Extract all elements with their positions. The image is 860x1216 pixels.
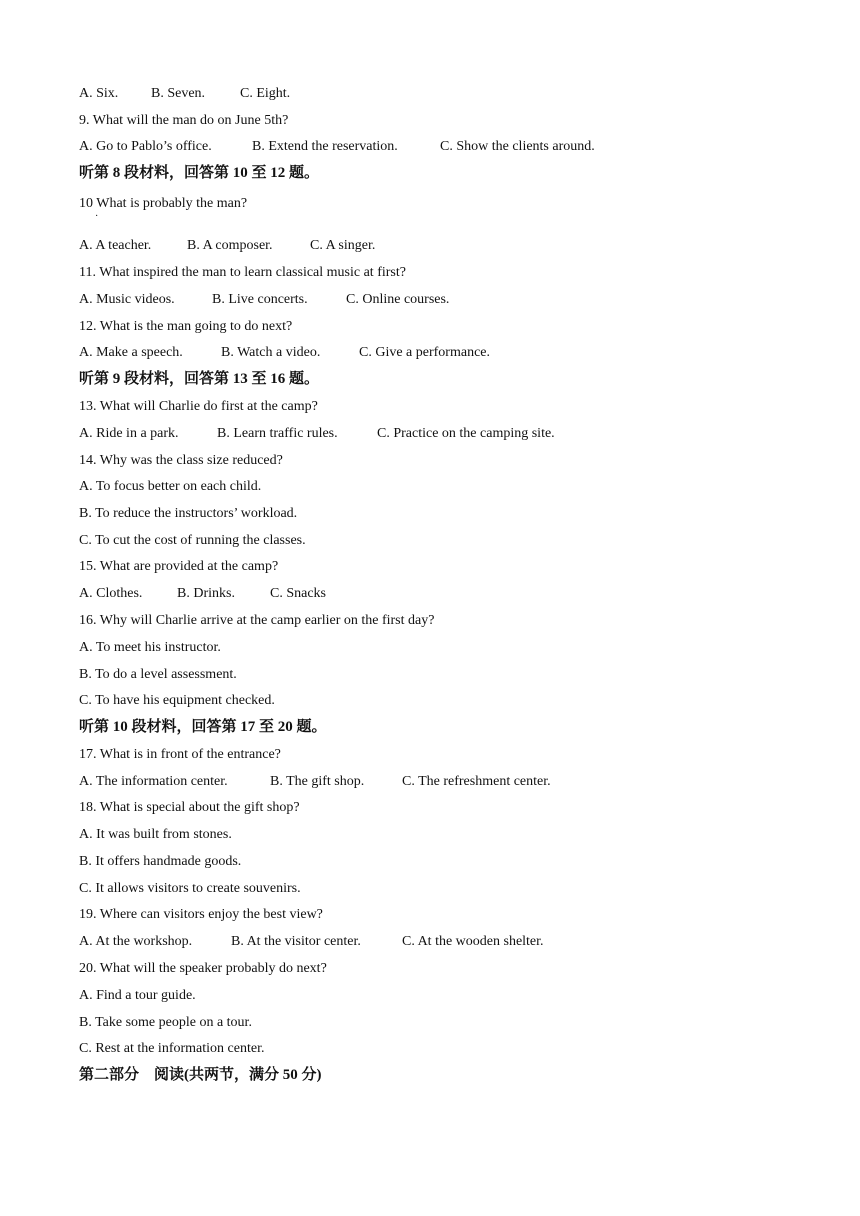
- q11-option-b: B. Live concerts.: [212, 292, 308, 307]
- q16-option-a: A. To meet his instructor.: [79, 640, 221, 655]
- q19-options: [79, 933, 820, 951]
- q17-option-b: B. The gift shop.: [270, 774, 365, 789]
- q18-option-c: C. It allows visitors to create souvenirs.: [79, 881, 301, 896]
- q13-option-a: A. Ride in a park.: [79, 426, 179, 441]
- q19-option-c: C. At the wooden shelter.: [402, 934, 544, 949]
- q11-options: [79, 291, 820, 309]
- q20-option-b: B. Take some people on a tour.: [79, 1015, 252, 1030]
- q17-option-c: C. The refreshment center.: [402, 774, 551, 789]
- q12-option-c: C. Give a performance.: [359, 345, 490, 360]
- q19-option-b: B. At the visitor center.: [231, 934, 361, 949]
- q11-option-a: A. Music videos.: [79, 292, 175, 307]
- q19-question: 19. Where can visitors enjoy the best view?: [79, 907, 323, 922]
- q14-option-a: A. To focus better on each child.: [79, 479, 262, 494]
- dot-mark: ·: [95, 211, 99, 222]
- q10-options: [79, 237, 820, 255]
- q20-question: 20. What will the speaker probably do next?: [79, 961, 327, 976]
- q14-option-c: C. To cut the cost of running the classes.: [79, 533, 306, 548]
- q16-option-c: C. To have his equipment checked.: [79, 693, 275, 708]
- q8-option-c: C. Eight.: [240, 86, 291, 101]
- q19-option-a: A. At the workshop.: [79, 934, 193, 949]
- q8-option-b: B. Seven.: [151, 86, 206, 101]
- q18-option-b: B. It offers handmade goods.: [79, 854, 242, 869]
- q12-question: 12. What is the man going to do next?: [79, 319, 293, 334]
- q9-option-a: A. Go to Pablo’s office.: [79, 139, 212, 154]
- q13-option-b: B. Learn traffic rules.: [217, 426, 338, 441]
- q12-option-b: B. Watch a video.: [221, 345, 321, 360]
- part-two-heading: 第二部分 阅读(共两节，满分 50 分): [79, 1067, 322, 1083]
- q15-option-c: C. Snacks: [270, 586, 326, 601]
- q20-option-a: A. Find a tour guide.: [79, 988, 196, 1003]
- q13-options: [79, 425, 820, 443]
- q14-option-b: B. To reduce the instructors’ workload.: [79, 506, 298, 521]
- section-heading-9: 听第 9 段材料，回答第 13 至 16 题。: [79, 371, 320, 387]
- q10-option-a: A. A teacher.: [79, 238, 152, 253]
- q8-option-a: A. Six.: [79, 86, 119, 101]
- q14-question: 14. Why was the class size reduced?: [79, 453, 283, 468]
- q9-option-b: B. Extend the reservation.: [252, 139, 398, 154]
- q13-option-c: C. Practice on the camping site.: [377, 426, 555, 441]
- section-heading-10: 听第 10 段材料，回答第 17 至 20 题。: [79, 719, 327, 735]
- q15-question: 15. What are provided at the camp?: [79, 559, 279, 574]
- q16-question: 16. Why will Charlie arrive at the camp earlier on the first day?: [79, 613, 435, 628]
- q11-option-c: C. Online courses.: [346, 292, 450, 307]
- q17-options: [79, 773, 820, 791]
- q17-question: 17. What is in front of the entrance?: [79, 747, 281, 762]
- section-heading-8: 听第 8 段材料，回答第 10 至 12 题。: [79, 165, 320, 181]
- q9-question: 9. What will the man do on June 5th?: [79, 113, 289, 128]
- q8-options: [79, 85, 820, 103]
- q16-option-b: B. To do a level assessment.: [79, 667, 237, 682]
- q18-option-a: A. It was built from stones.: [79, 827, 232, 842]
- q12-option-a: A. Make a speech.: [79, 345, 183, 360]
- q18-question: 18. What is special about the gift shop?: [79, 800, 300, 815]
- q17-option-a: A. The information center.: [79, 774, 228, 789]
- q13-question: 13. What will Charlie do first at the camp?: [79, 399, 318, 414]
- q20-option-c: C. Rest at the information center.: [79, 1041, 265, 1056]
- q15-option-b: B. Drinks.: [177, 586, 235, 601]
- q15-options: [79, 585, 820, 603]
- q15-option-a: A. Clothes.: [79, 586, 143, 601]
- q11-question: 11. What inspired the man to learn classical music at first?: [79, 265, 406, 280]
- q9-option-c: C. Show the clients around.: [440, 139, 595, 154]
- q9-options: [79, 138, 820, 156]
- q12-options: [79, 344, 820, 362]
- q10-option-b: B. A composer.: [187, 238, 273, 253]
- q10-option-c: C. A singer.: [310, 238, 376, 253]
- q10-question: 10 What is probably the man?: [79, 196, 248, 211]
